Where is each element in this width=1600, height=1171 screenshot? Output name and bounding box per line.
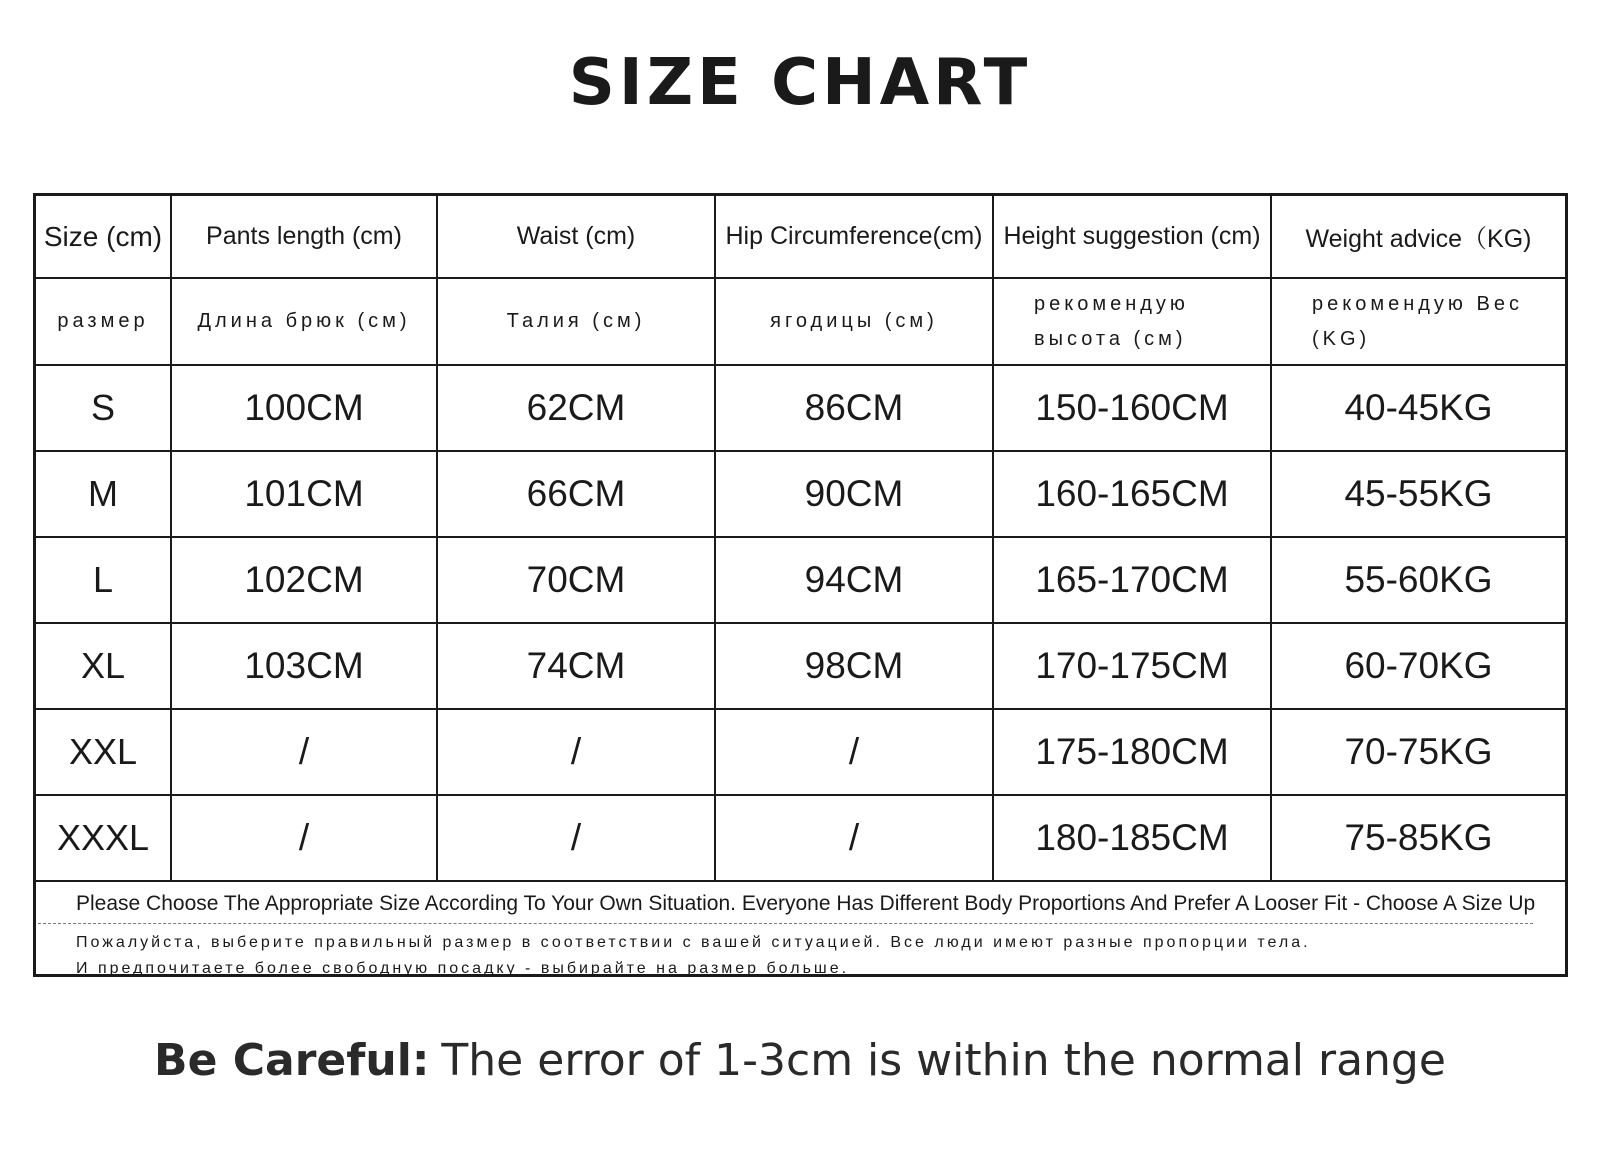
size-chart (33, 193, 1568, 977)
cell-pants-length: / (171, 709, 437, 795)
cell-height: 180-185CM (993, 795, 1271, 881)
cell-hip: / (715, 795, 993, 881)
page-title: SIZE CHART (568, 46, 1032, 120)
cell-size: M (36, 451, 171, 537)
table-row (36, 451, 1565, 537)
cell-height: 160-165CM (993, 451, 1271, 537)
careful-text: The error of 1-3cm is within the normal range (441, 1035, 1446, 1086)
header-weight-ru: рекомендую Вес (KG) (1271, 278, 1565, 365)
header-size: Size (cm) (36, 196, 171, 278)
cell-hip: 94CM (715, 537, 993, 623)
header-row-ru (36, 278, 1565, 365)
header-height: Height suggestion (cm) (993, 196, 1271, 278)
header-pants-length-ru: Длина брюк (см) (171, 278, 437, 365)
cell-hip: 90CM (715, 451, 993, 537)
note-ru-line-2: И предпочитаете более свободную посадку - выбирайте на размер больше. (76, 960, 850, 977)
cell-size: XL (36, 623, 171, 709)
cell-weight: 75-85KG (1271, 795, 1565, 881)
header-hip: Hip Circumference(cm) (715, 196, 993, 278)
header-row-en (36, 196, 1565, 278)
table-row (36, 709, 1565, 795)
cell-waist: 62CM (437, 365, 715, 451)
cell-waist: / (437, 795, 715, 881)
note-divider (38, 923, 1533, 924)
cell-waist: 70CM (437, 537, 715, 623)
header-waist: Waist (cm) (437, 196, 715, 278)
cell-pants-length: 103CM (171, 623, 437, 709)
size-notes (36, 882, 1565, 977)
cell-hip: 86CM (715, 365, 993, 451)
cell-pants-length: 100CM (171, 365, 437, 451)
cell-pants-length: 102CM (171, 537, 437, 623)
cell-hip: 98CM (715, 623, 993, 709)
note-en: Please Choose The Appropriate Size According To Your Own Situation. Everyone Has Different Body Proportions And Prefer A Looser Fit - Choose A Size Up (76, 892, 1536, 915)
header-hip-ru: ягодицы (см) (715, 278, 993, 365)
careful-note (0, 1035, 1600, 1086)
header-waist-ru: Талия (см) (437, 278, 715, 365)
cell-pants-length: / (171, 795, 437, 881)
table-row (36, 623, 1565, 709)
table-row (36, 795, 1565, 881)
cell-pants-length: 101CM (171, 451, 437, 537)
careful-label: Be Careful: (154, 1035, 430, 1086)
cell-height: 150-160CM (993, 365, 1271, 451)
cell-waist: 66CM (437, 451, 715, 537)
cell-size: XXXL (36, 795, 171, 881)
header-height-ru: рекомендую высота (см) (993, 278, 1271, 365)
cell-size: L (36, 537, 171, 623)
cell-height: 165-170CM (993, 537, 1271, 623)
header-size-ru: размер (36, 278, 171, 365)
table-row (36, 537, 1565, 623)
cell-waist: / (437, 709, 715, 795)
note-ru-line-1: Пожалуйста, выберите правильный размер в соответствии с вашей ситуацией. Все люди имеют разные пропорции тела. (76, 934, 1311, 951)
cell-size: S (36, 365, 171, 451)
table-row (36, 365, 1565, 451)
cell-weight: 70-75KG (1271, 709, 1565, 795)
header-pants-length: Pants length (cm) (171, 196, 437, 278)
cell-weight: 45-55KG (1271, 451, 1565, 537)
cell-size: XXL (36, 709, 171, 795)
cell-height: 170-175CM (993, 623, 1271, 709)
cell-weight: 55-60KG (1271, 537, 1565, 623)
header-weight: Weight advice（KG) (1271, 196, 1565, 278)
cell-waist: 74CM (437, 623, 715, 709)
cell-hip: / (715, 709, 993, 795)
cell-weight: 60-70KG (1271, 623, 1565, 709)
size-table (36, 196, 1565, 882)
cell-height: 175-180CM (993, 709, 1271, 795)
cell-weight: 40-45KG (1271, 365, 1565, 451)
